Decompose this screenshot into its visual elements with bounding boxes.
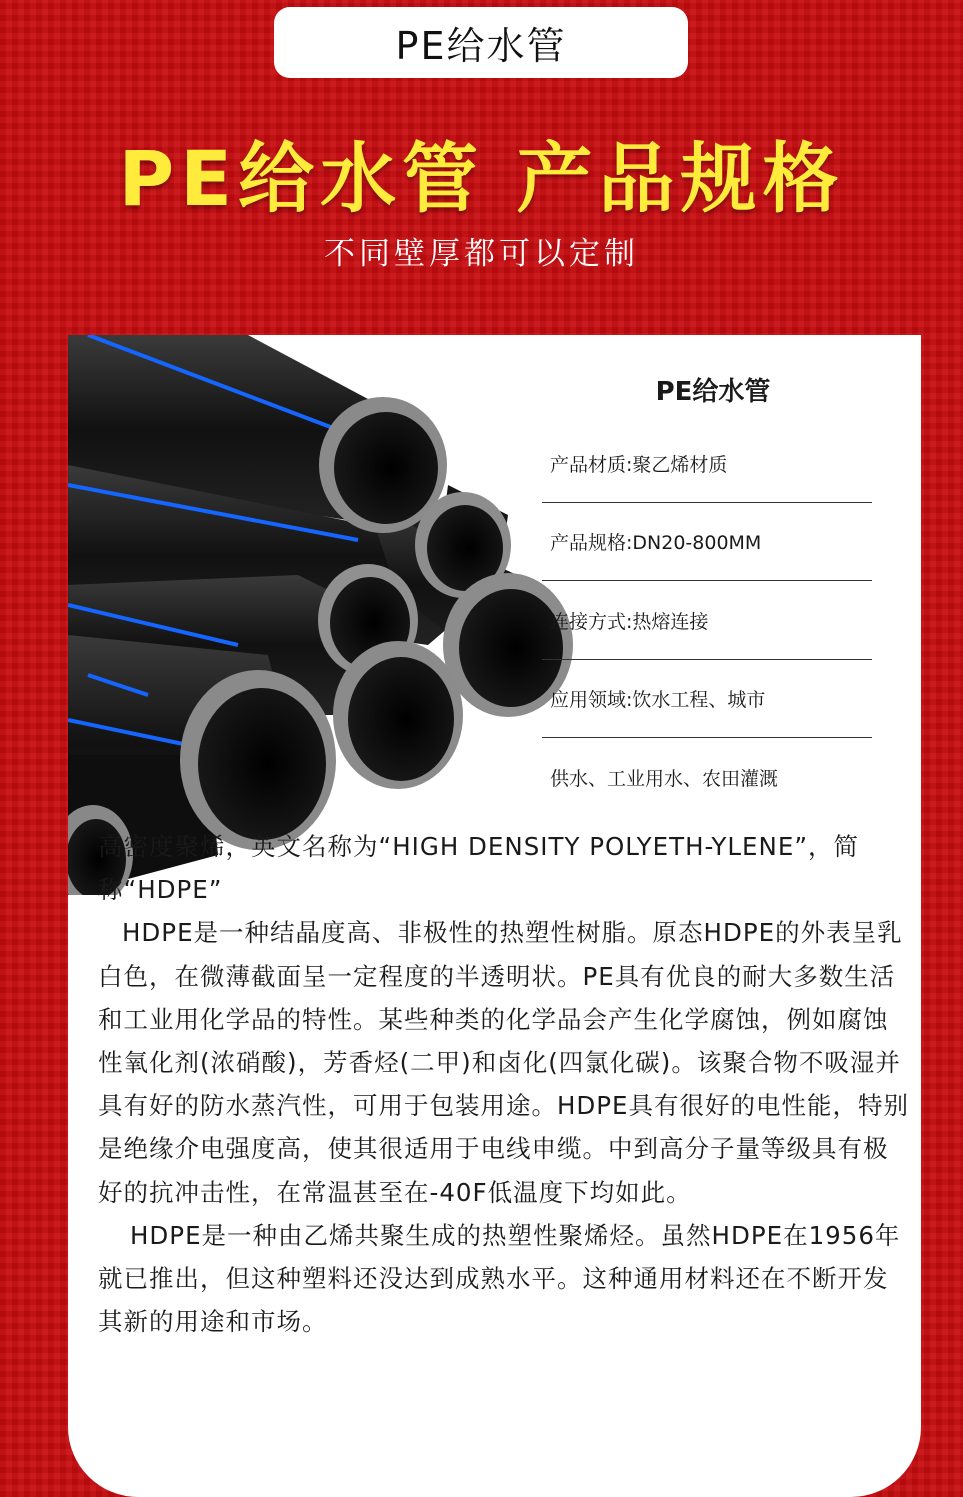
product-card bbox=[68, 335, 921, 1497]
page-subheading: 不同壁厚都可以定制 bbox=[324, 236, 639, 272]
top-title-pill bbox=[274, 7, 688, 78]
pipe-product-photo bbox=[68, 335, 588, 895]
page-headline: PE给水管 产品规格 bbox=[118, 134, 845, 223]
spec-title: PE给水管 bbox=[655, 377, 771, 407]
description-paragraph-2: HDPE是一种结晶度高、非极性的热塑性树脂。原态HDPE的外表呈乳白色，在微薄截面呈一定程度的半透明状。PE具有优良的耐大多数生活和工业用化学品的特性。某些种类的化学品会产生化学腐蚀，例如腐蚀性氧化剂(浓硝酸)，芳香烃(二甲)和卤化(四氯化碳)。该聚合物不吸湿并具有好的防水蒸汽性，可用于包装用途。HDPE具有很好的电性能，特别是绝缘介电强度高，使其很适用于电线申缆。中到高分子量等级具有极好的抗冲击性，在常温甚至在-40F低温度下均如此。 bbox=[98, 918, 910, 1207]
spec-row-application-cont: 供水、工业用水、农田灌溉 bbox=[550, 767, 779, 790]
description-paragraph-1: 高密度聚烯，英文名称为“HIGH DENSITY POLYETH-YLENE”，简称“HDPE” bbox=[98, 832, 860, 905]
spec-row-application: 应用领域:饮水工程、城市 bbox=[542, 660, 872, 738]
description-paragraph-3: HDPE是一种由乙烯共聚生成的热塑性聚烯烃。虽然HDPE在1956年就已推出，但这种塑料还没达到成熟水平。这种通用材料还在不断开发其新的用途和市场。 bbox=[98, 1220, 901, 1337]
product-description bbox=[98, 825, 910, 1343]
spec-row-connection: 连接方式:热熔连接 bbox=[542, 582, 872, 660]
spec-row-size: 产品规格:DN20-800MM bbox=[542, 503, 872, 581]
top-title-label: PE给水管 bbox=[395, 24, 567, 68]
spec-row-material: 产品材质:聚乙烯材质 bbox=[542, 425, 872, 503]
